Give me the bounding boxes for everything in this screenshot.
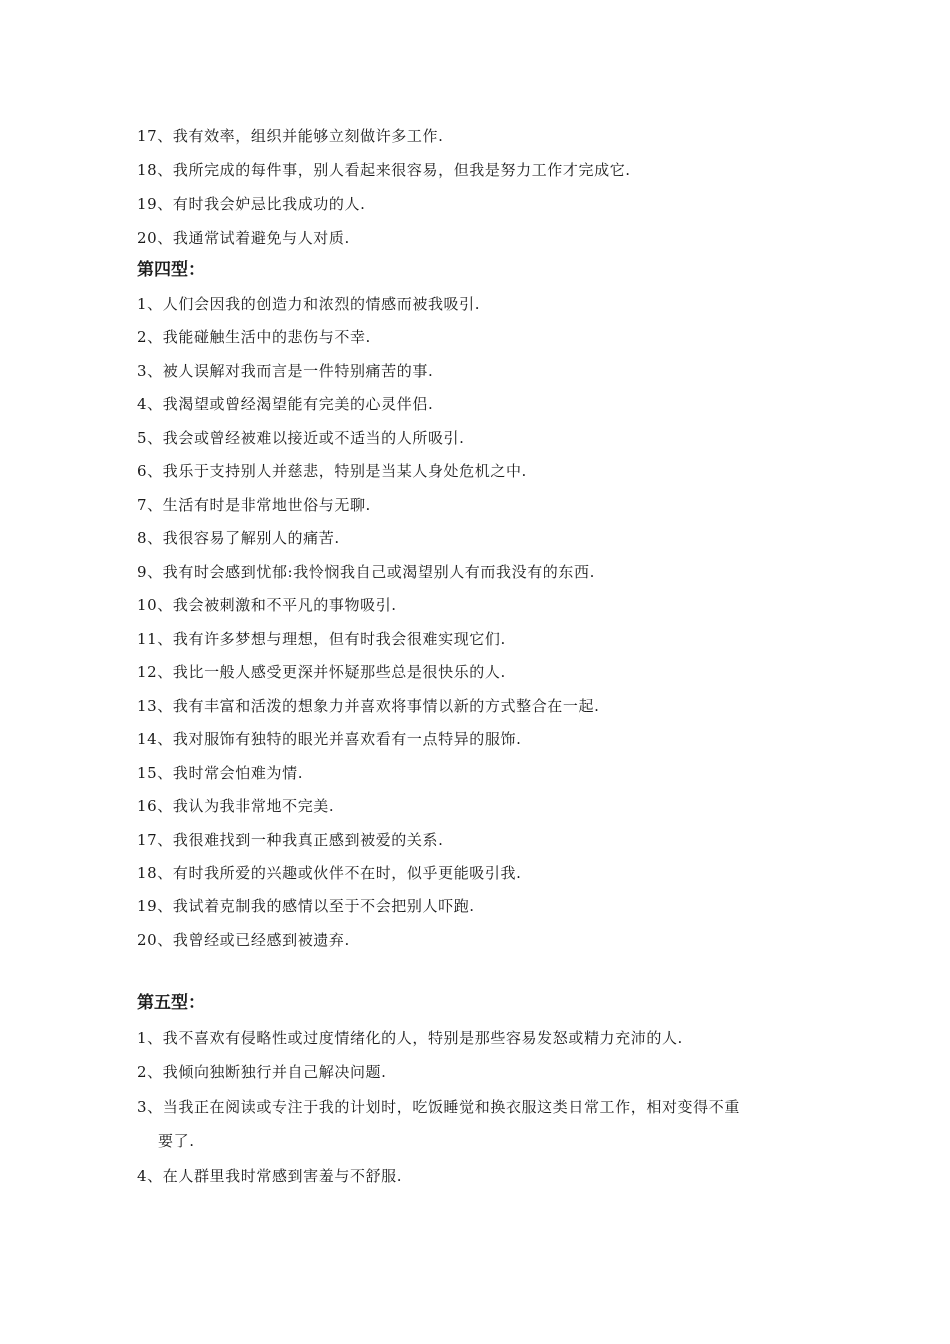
section-heading-type5: 第五型：: [137, 993, 205, 1013]
list-item: 14、我对服饰有独特的眼光并喜欢看有一点特异的服饰.: [137, 730, 522, 748]
list-item-continuation: 要了.: [158, 1132, 195, 1150]
list-item: 5、我会或曾经被难以接近或不适当的人所吸引.: [137, 429, 465, 447]
list-item: 9、我有时会感到忧郁:我怜悯我自己或渴望别人有而我没有的东西.: [137, 563, 595, 581]
list-item: 2、我能碰触生活中的悲伤与不幸.: [137, 328, 371, 346]
list-item: 2、我倾向独断独行并自己解决问题.: [137, 1063, 387, 1081]
list-item: 17、我很难找到一种我真正感到被爱的关系.: [137, 831, 444, 849]
list-item: 4、我渴望或曾经渴望能有完美的心灵伴侣.: [137, 395, 434, 413]
list-item: 15、我时常会怕难为情.: [137, 764, 304, 782]
list-item: 13、我有丰富和活泼的想象力并喜欢将事情以新的方式整合在一起.: [137, 697, 600, 715]
list-item: 4、在人群里我时常感到害羞与不舒服.: [137, 1167, 403, 1185]
list-item: 18、有时我所爱的兴趣或伙伴不在时，似乎更能吸引我.: [137, 864, 522, 882]
list-item: 8、我很容易了解别人的痛苦.: [137, 529, 340, 547]
list-item: 3、当我正在阅读或专注于我的计划时，吃饭睡觉和换衣服这类日常工作，相对变得不重: [137, 1098, 740, 1116]
list-item: 17、我有效率，组织并能够立刻做许多工作.: [137, 127, 444, 145]
list-item: 7、生活有时是非常地世俗与无聊.: [137, 496, 371, 514]
list-item: 16、我认为我非常地不完美.: [137, 797, 335, 815]
list-item: 1、我不喜欢有侵略性或过度情绪化的人，特别是那些容易发怒或精力充沛的人.: [137, 1029, 683, 1047]
list-item: 18、我所完成的每件事，别人看起来很容易，但我是努力工作才完成它.: [137, 161, 631, 179]
list-item: 19、我试着克制我的感情以至于不会把别人吓跑.: [137, 897, 475, 915]
list-item: 1、人们会因我的创造力和浓烈的情感而被我吸引.: [137, 295, 481, 313]
list-item: 19、有时我会妒忌比我成功的人.: [137, 195, 366, 213]
section-heading-type4: 第四型：: [137, 260, 205, 280]
list-item: 20、我通常试着避免与人对质.: [137, 229, 350, 247]
list-item: 11、我有许多梦想与理想，但有时我会很难实现它们.: [137, 630, 506, 648]
list-item: 20、我曾经或已经感到被遗弃.: [137, 931, 350, 949]
list-item: 6、我乐于支持别人并慈悲，特别是当某人身处危机之中.: [137, 462, 527, 480]
list-item: 10、我会被刺激和不平凡的事物吸引.: [137, 596, 397, 614]
list-item: 3、被人误解对我而言是一件特别痛苦的事.: [137, 362, 434, 380]
list-item: 12、我比一般人感受更深并怀疑那些总是很快乐的人.: [137, 663, 506, 681]
